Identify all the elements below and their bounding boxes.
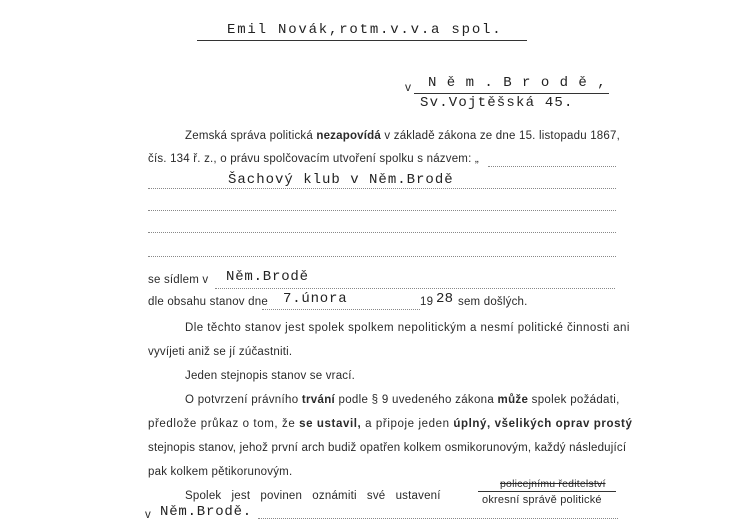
para4-line1 [185, 394, 620, 406]
last-value: Něm.Brodě. [160, 504, 253, 520]
para1-line1-start: Zemská správa politická [185, 130, 313, 142]
location-underline [414, 93, 609, 94]
para1-line2: čís. 134 ř. z., o právu spolčovacím utvoření spolku s názvem: „ [148, 153, 479, 165]
dotted-line-2 [148, 188, 616, 189]
para4-line2-b: se ustavil, [299, 418, 362, 430]
year-prefix: 19 [420, 296, 434, 308]
seat-value: Něm.Brodě [226, 269, 309, 285]
para5-option: okresní správě politické [482, 494, 602, 506]
para4-line1-d: může [497, 394, 529, 406]
club-name: Šachový klub v Něm.Brodě [228, 172, 454, 188]
date-suffix: sem došlých. [458, 296, 528, 308]
para4-line1-b: trvání [301, 394, 336, 406]
dotted-line-5 [148, 256, 616, 257]
para4-line2-a: předlože průkaz o tom, že [148, 418, 296, 430]
dotted-line-3 [148, 210, 616, 211]
location-prefix: v [405, 80, 412, 94]
para1-line1 [185, 130, 620, 142]
para1-line1-bold: nezapovídá [316, 130, 381, 142]
year-value: 28 [436, 291, 454, 307]
last-prefix: v [145, 509, 151, 521]
para4-line2-d: úplný, všelikých oprav prostý [453, 418, 633, 430]
para4-line2 [148, 418, 633, 430]
last-dots [258, 518, 618, 519]
addressee-name: Emil Novák,rotm.v.v.a spol. [227, 22, 503, 38]
para4-line1-c: podle § 9 uvedeného zákona [338, 394, 495, 406]
addressee-underline [197, 40, 527, 41]
para1-line1-end: v základě zákona ze dne 15. listopadu 1867, [384, 130, 620, 142]
para4-line1-a: O potvrzení právního [185, 394, 299, 406]
date-label: dle obsahu stanov dne [148, 296, 268, 308]
date-dots [262, 309, 420, 310]
para5-text: Spolek jest povinen oznámiti své ustavení [185, 490, 441, 502]
para4-line4: pak kolkem pětikorunovým. [148, 466, 293, 478]
location-city: N ě m . B r o d ě , [428, 75, 607, 91]
para2-line2: vyvíjeti aniž se jí zúčastniti. [148, 346, 293, 358]
para4-line1-e: spolek požádati, [531, 394, 620, 406]
para5-divider [478, 491, 616, 492]
seat-dots [215, 288, 615, 289]
dotted-line-1 [488, 166, 616, 167]
para4-line3: stejnopis stanov, jehož první arch budiž opatřen kolkem osmikorunovým, každý následující [148, 442, 627, 454]
para2-line1: Dle těchto stanov jest spolek spolkem nepolitickým a nesmí politické činnosti ani [185, 322, 630, 334]
dotted-line-4 [148, 232, 616, 233]
para3: Jeden stejnopis stanov se vrací. [185, 370, 356, 382]
seat-label: se sídlem v [148, 274, 209, 286]
para5-option-struck: policejnímu ředitelství [500, 478, 606, 490]
para4-line2-c: a připoje jeden [365, 418, 450, 430]
date-value: 7.února [283, 291, 348, 307]
location-street: Sv.Vojtěšská 45. [420, 95, 574, 111]
